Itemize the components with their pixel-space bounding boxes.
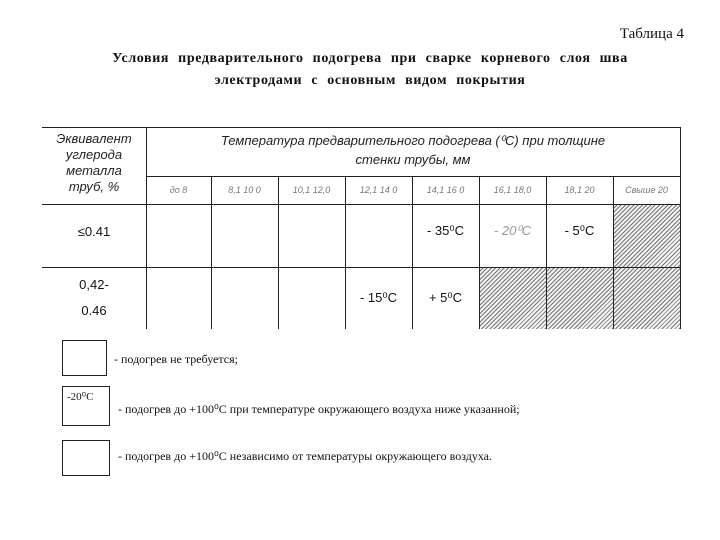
row1-cell-c5: - 35⁰С xyxy=(426,223,464,238)
legend-text-3: - подогрев до +100⁰С независимо от температуры окружающего воздуха. xyxy=(118,449,492,463)
carbon-equivalent-header: Эквивалент углерода металла труб, % xyxy=(56,131,132,194)
row1-cell-c7: - 5⁰С xyxy=(564,223,595,238)
thickness-col-7: 18,1 20 xyxy=(564,185,595,195)
thickness-col-8: Свыше 20 xyxy=(625,185,668,195)
thickness-col-6: 16,1 18,0 xyxy=(493,185,532,195)
legend-text-2: - подогрев до +100⁰С при температуре окружающего воздуха ниже указанной; xyxy=(118,402,520,416)
preheat-table xyxy=(42,127,681,329)
hatched-cell-r1-c8 xyxy=(613,204,680,267)
table-title xyxy=(40,48,700,92)
row1-cell-c6: - 20⁰С xyxy=(493,223,531,238)
hatched-cell-r2-c7 xyxy=(546,267,613,329)
legend-label-box xyxy=(62,386,110,426)
thickness-col-3: 10,1 12,0 xyxy=(292,185,331,195)
legend-empty-box xyxy=(62,340,107,376)
table-number: Таблица 4 xyxy=(619,26,684,42)
title-line-1: Условия предварительного подогрева при сварке корневого слоя шва xyxy=(112,51,628,66)
hatched-cell-r2-c8 xyxy=(613,267,680,329)
thickness-col-1: до 8 xyxy=(169,185,188,195)
row2-cell-c4: - 15⁰С xyxy=(359,290,397,305)
carbon-value-row-1: ≤0.41 xyxy=(77,223,111,239)
thickness-col-4: 12,1 14 0 xyxy=(359,185,398,195)
title-line-2: электродами с основным видом покрытия xyxy=(214,73,526,88)
hatched-cell-r2-c6 xyxy=(479,267,546,329)
legend-text-1: - подогрев не требуется; xyxy=(114,352,238,366)
carbon-value-row-2: 0,42- 0.46 xyxy=(79,277,109,318)
row2-cell-c5: + 5⁰С xyxy=(428,290,463,305)
legend-hatched-box xyxy=(62,440,110,476)
legend-box-label: -20⁰С xyxy=(67,391,94,403)
preheat-temperature-header: Температура предварительного подогрева (⁰С) при толщине стенки трубы, мм xyxy=(220,133,606,167)
thickness-col-2: 8,1 10 0 xyxy=(228,185,261,195)
thickness-col-5: 14,1 16 0 xyxy=(426,185,465,195)
